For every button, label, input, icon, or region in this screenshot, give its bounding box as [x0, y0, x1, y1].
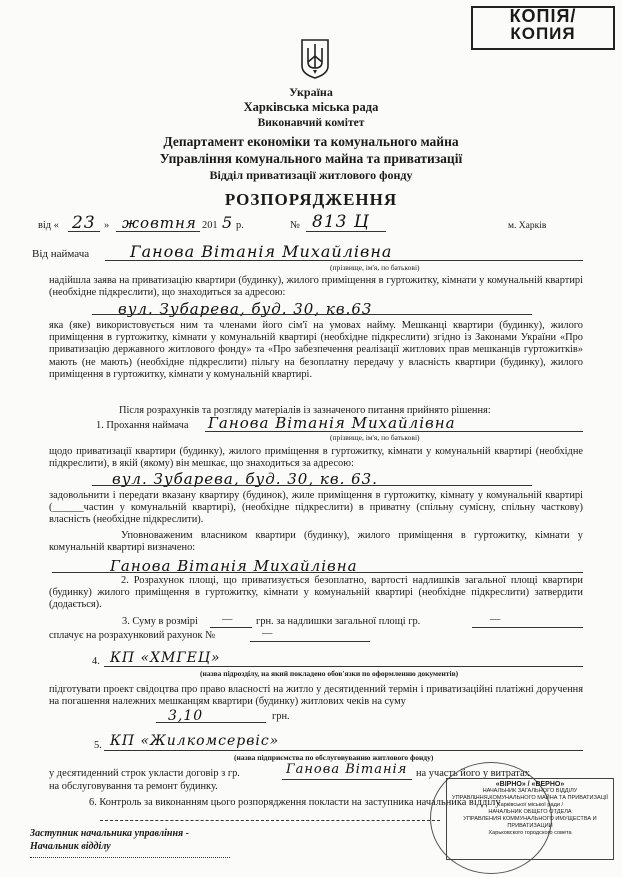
item4-amount-underline [156, 722, 266, 723]
para-privileges: яка (яке) використовується ним та членами його сім'ї на умовах найму. Мешканці квартири (будинку), жилого приміщення в гуртожитку, кімнати у комунальній квартирі (необхідне підкреслити) згідно із Законами України «Про приватизацію державного житлового фонду» та «Про забезпечення реалізації житлових прав мешканців гуртожитків» мають (не мають) (необхідне підкреслити) пільгу на безоплатну передачу у власність квартири (будинку), жилого приміщення в гуртожитку, кімнати у комунальній квартирі. [49, 320, 583, 380]
header-section: Відділ приватизації житлового фонду [209, 168, 413, 182]
item4-label: 4. [92, 656, 100, 667]
item3-amount-underline [210, 627, 252, 628]
item3-account-underline [250, 641, 370, 642]
item6-text: 6. Контроль за виконанням цього розпорядження покласти на заступника начальника відділу [89, 797, 501, 808]
item5-text-b: на участь його у витратах [416, 768, 530, 779]
order-number: 813 Ц [312, 212, 370, 232]
certification-stamp-line3: Харківської міської ради / [496, 802, 564, 808]
item1-label: 1. Прохання наймача [96, 420, 189, 431]
item1-owner-underline [52, 572, 583, 573]
item1-address-underline [92, 485, 532, 486]
item1-name: Ганова Вітанія Михайлівна [208, 414, 456, 432]
applicant-label: Від наймача [32, 248, 90, 260]
date-close-quote: » [104, 220, 110, 231]
item6-underline [100, 820, 440, 821]
signature-underline [30, 857, 230, 858]
item1-text: щодо приватизації квартири (будинку), жилого приміщення в гуртожитку, кімнати у комунальній квартирі (необхідне підкреслити), в якій (якому) він мешкає, що знаходиться за адресою: [49, 446, 583, 470]
item3-line2: сплачує на розрахунковий рахунок № [49, 630, 216, 641]
address-1-underline [92, 314, 532, 315]
item4-currency: грн. [272, 711, 290, 722]
date-year-prefix: 201 [202, 220, 218, 231]
date-day-underline [68, 231, 100, 232]
order-number-underline [306, 231, 386, 232]
item1-address: вул. Зубарева, буд. 30, кв. 63. [112, 470, 378, 488]
item5-text-a: у десятиденний строк укласти договір з гр. [49, 768, 240, 779]
item5-text-c: на обслуговування та ремонт будинку. [49, 781, 218, 792]
certification-stamp-title: «ВІРНО» / «ВЕРНО» [495, 781, 565, 788]
signature-line2: Начальник відділу [30, 841, 111, 852]
para-application: надійшла заява на приватизацію квартири (будинку), жилого приміщення в гуртожитку, кімнати у комунальній квартирі (необхідне підкреслити), що знаходиться за адресою: [49, 275, 583, 299]
signature-line1: Заступник начальника управління - [30, 828, 190, 839]
applicant-name: Ганова Вітанія Михайлівна [130, 242, 393, 261]
item5-label: 5. [94, 740, 102, 751]
certification-stamp-line6: Харьковского городского совета [488, 830, 572, 836]
certification-stamp [446, 778, 614, 860]
item1-text3: Уповноваженим власником квартири (будинку), жилого приміщення в гуртожитку, кімнати у комунальній квартирі визначено: [49, 530, 583, 554]
document-title: РОЗПОРЯДЖЕННЯ [224, 190, 398, 209]
certification-stamp-line1: НАЧАЛЬНИК ЗАГАЛЬНОГО ВІДДІЛУ [482, 788, 578, 794]
copy-stamp-line1: КОПІЯ/ [509, 6, 577, 26]
item1-text2: задовольнити і передати вказану квартиру (будинок), жиле приміщення в гуртожитку, кімнату у комунальній квартирі (______частин у комунальній квартирі), (необхідне підкреслити) в приватну (спільну сумісну, спільну часткову) власність (необхідне підкреслити). [49, 490, 583, 526]
item2-text: 2. Розрахунок площі, що приватизується безоплатно, вартості надлишків загальної площі квартири (будинку) жилого приміщення в гуртожитку, кімнати у комунальній квартирі (необхідне підкреслити) затвердити (додається). [49, 575, 583, 611]
applicant-underline [105, 260, 583, 261]
item1-owner: Ганова Вітанія Михайлівна [110, 557, 358, 575]
item5-name: Ганова Вітанія [286, 762, 408, 777]
para-decision: Після розрахунків та розгляду матеріалів із зазначеного питання прийнято рішення: [119, 405, 491, 416]
date-from-label: від « [38, 220, 59, 231]
date-month: жовтня [122, 214, 197, 232]
item3-person-dash: — [490, 614, 501, 625]
item5-org: КП «Жилкомсервіс» [110, 733, 280, 749]
item5-caption: (назва підприємства по обслуговуванню житлового фонду) [234, 753, 434, 762]
date-year-label: р. [236, 220, 244, 231]
header-department: Департамент економіки та комунального майна [163, 134, 459, 149]
date-year-suffix: 5 [222, 213, 234, 232]
applicant-caption: (прізвище, ім'я, по батькові) [330, 263, 420, 272]
item4-org: КП «ХМГЕЦ» [110, 650, 221, 666]
date-day: 23 [72, 213, 96, 233]
item1-name-underline [205, 431, 583, 432]
item3-person-underline [472, 627, 583, 628]
item3-text-b: грн. за надлишки загальної площі гр. [256, 616, 421, 627]
date-month-underline [116, 231, 200, 232]
item1-caption: (прізвище, ім'я, по батькові) [330, 433, 420, 442]
copy-stamp [471, 6, 615, 50]
item4-text: підготувати проект свідоцтва про право власності на житло у десятиденний термін і приватизаційні платіжні доручення на погашення належних мешканцям квартири (будинку) житлових чеків на суму [49, 684, 583, 708]
item4-org-underline [104, 666, 583, 667]
certification-stamp-line4: НАЧАЛЬНИК ОБЩЕГО ОТДЕЛА [488, 809, 572, 815]
header-council: Харківська міська рада [243, 100, 379, 114]
city: м. Харків [508, 221, 547, 231]
header-directorate: Управління комунального майна та приватизації [159, 151, 463, 166]
item4-caption: (назва підрозділу, на який покладено обов'язки по оформленню документів) [200, 669, 459, 678]
certification-stamp-line5: УПРАВЛЕНИЯ КОММУНАЛЬНОГО ИМУЩЕСТВА И ПРИВАТИЗАЦИИ [463, 816, 597, 829]
header-country: Україна [289, 85, 333, 99]
copy-stamp-line2: КОПИЯ [510, 24, 576, 43]
certification-stamp-line2: УПРАВЛІННЯ КОМУНАЛЬНОГО МАЙНА ТА ПРИВАТИЗАЦІЇ [452, 795, 608, 801]
address-1: вул. Зубарева, буд. 30, кв.63 [118, 300, 373, 318]
item3-amount-dash: — [222, 614, 233, 625]
item4-amount: 3,10 [168, 708, 204, 724]
order-number-label: № [290, 220, 300, 231]
item3-account-dash: — [262, 628, 273, 639]
item3-text: 3. Суму в розмірі [122, 616, 198, 627]
item5-name-underline [282, 779, 412, 780]
header-committee: Виконавчий комітет [257, 117, 365, 129]
item5-org-underline [104, 750, 583, 751]
coat-of-arms-icon [300, 38, 330, 80]
